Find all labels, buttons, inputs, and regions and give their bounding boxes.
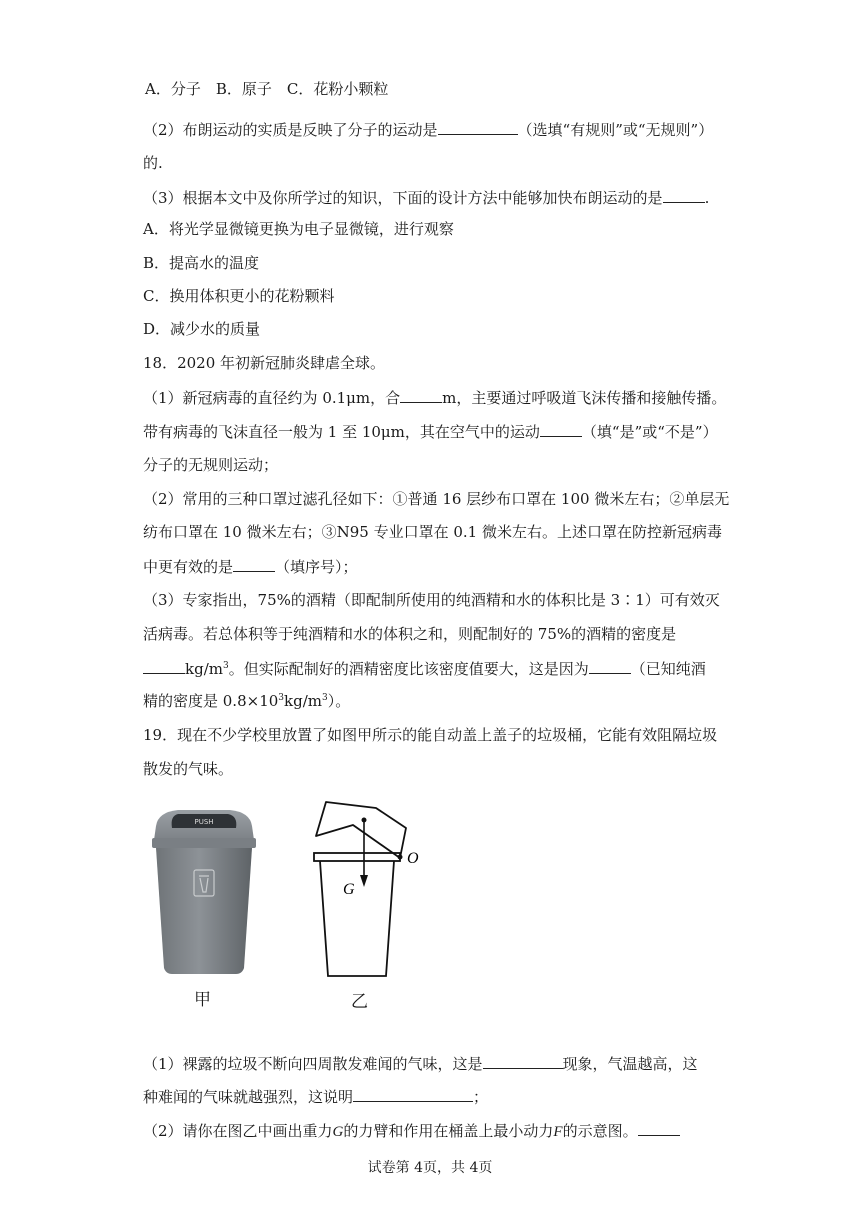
q19-stem-line1: 19．现在不少学校里放置了如图甲所示的能自动盖上盖子的垃圾桶，它能有效阻隔垃圾 [143,726,718,744]
option-a: A．将光学显微镜更换为电子显微镜，进行观察 [143,220,454,238]
answer-blank[interactable] [638,1120,680,1136]
answer-blank[interactable] [233,556,275,572]
q18-1-line1: （1）新冠病毒的直径约为 0.1μm，合 m，主要通过呼吸道飞沫传播和接触传播。 [143,389,727,407]
answer-blank[interactable] [438,119,518,135]
q18-3-line3: $kg/m^3$。但实际配制好的酒精密度比该密度值要大，这是因为 （已知纯酒 [143,658,706,679]
q18-2-line2: 纺布口罩在 10 微米左右；③N95 专业口罩在 0.1 微米左右。上述口罩在防控新冠病毒 [143,523,722,541]
answer-blank[interactable] [589,658,631,674]
pivot-label: O [407,850,419,867]
bin-lid-label: PUSH [194,818,214,826]
trash-bin-image [148,806,260,976]
answer-blank[interactable] [143,658,185,674]
q17-2-line2: 的. [143,154,163,172]
q18-3-line4: 精的密度是 $0.8\times 10^3kg/m^3$）。 [143,692,351,710]
option-c: C．换用体积更小的花粉颗料 [143,287,335,305]
answer-blank[interactable] [483,1053,563,1069]
q18-3-line1: （3）专家指出，75%的酒精（即配制所使用的纯酒精和水的体积比是 3∶1）可有效灭 [143,591,720,609]
page-footer: 试卷第 4页，共 4页 [367,1160,493,1176]
q18-1-line3: 分子的无规则运动； [143,456,279,474]
lever-diagram [306,795,436,985]
q17-1-options: A．分子 B．原子 C．花粉小颗粒 [145,80,389,98]
q18-2-line3: 中更有效的是 （填序号）； [143,558,358,576]
answer-blank[interactable] [353,1086,473,1102]
q19-1-line1: （1）裸露的垃圾不断向四周散发难闻的气味，这是 现象，气温越高，这 [143,1055,698,1073]
q17-3-line: （3）根据本文中及你所学过的知识，下面的设计方法中能够加快布朗运动的是 . [143,189,710,207]
caption-jia: 甲 [194,990,211,1010]
option-d: D．减少水的质量 [143,320,261,338]
q18-stem: 18．2020 年初新冠肺炎肆虐全球。 [143,354,386,372]
q18-1-line2: 带有病毒的飞沫直径一般为 1 至 10μm，其在空气中的运动 （填“是”或“不是”） [143,423,718,441]
q19-stem-line2: 散发的气味。 [143,760,234,778]
q19-2-line: （2）请你在图乙中画出重力G的力臂和作用在桶盖上最小动力F的示意图。 [143,1120,680,1142]
answer-blank[interactable] [400,387,442,403]
q18-3-line2: 活病毒。若总体积等于纯酒精和水的体积之和，则配制好的 75%的酒精的密度是 [143,625,677,643]
gravity-label: G [343,881,355,898]
option-b: B．提高水的温度 [143,254,260,272]
q18-2-line1: （2）常用的三种口罩过滤孔径如下：①普通 16 层纱布口罩在 100 微米左右；②单层无 [143,490,730,508]
answer-blank[interactable] [663,187,705,203]
answer-blank[interactable] [540,421,582,437]
caption-yi: 乙 [351,992,368,1012]
q19-1-line2: 种难闻的气味就越强烈，这说明 ； [143,1088,489,1106]
q17-2-line1: （2）布朗运动的实质是反映了分子的运动是 （选填“有规则”或“无规则”） [143,121,714,139]
